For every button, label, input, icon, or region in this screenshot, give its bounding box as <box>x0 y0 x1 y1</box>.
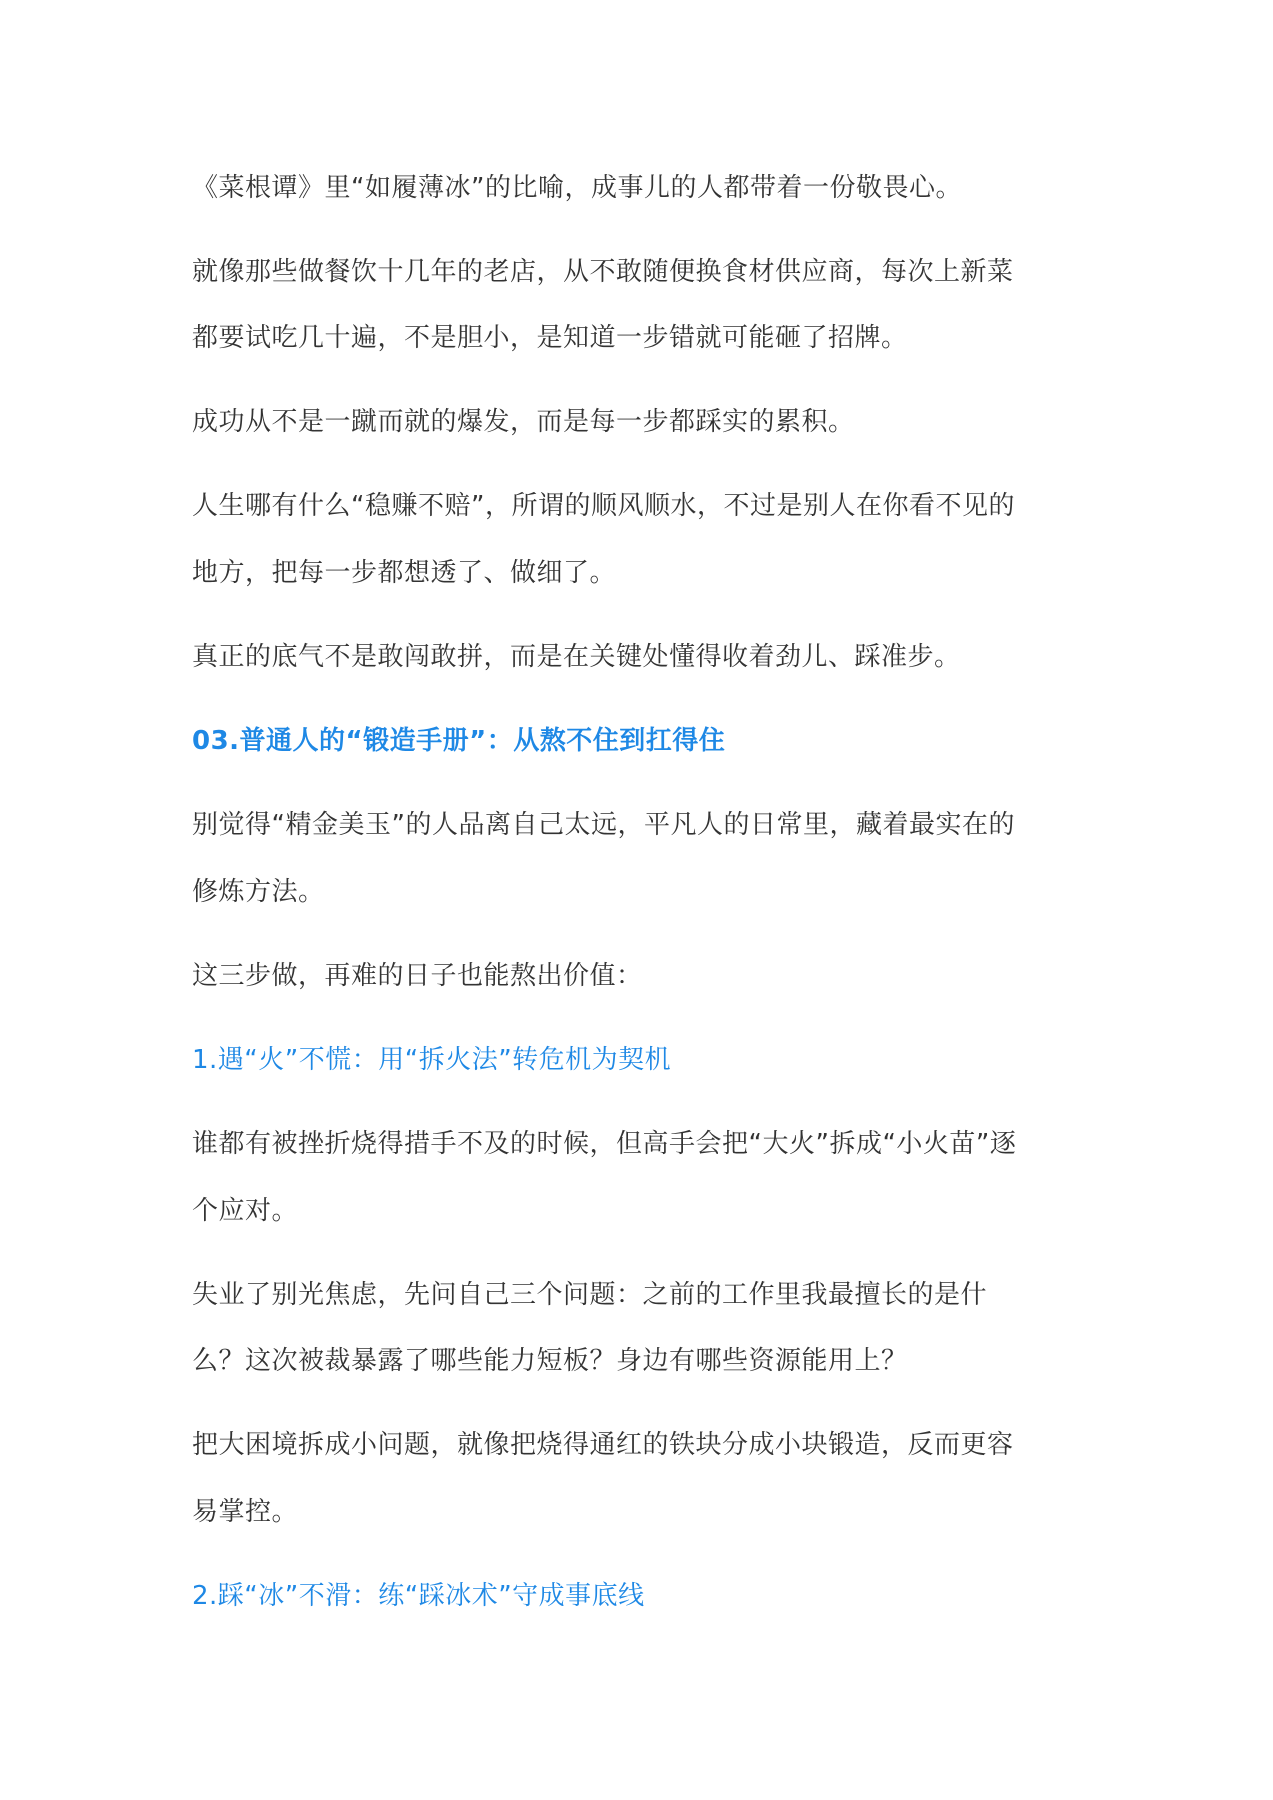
paragraph-line: 个应对。 <box>192 1196 299 1226</box>
paragraph-line: 都要试吃几十遍，不是胆小，是知道一步错就可能砸了招牌。 <box>192 323 908 353</box>
paragraph-line: 就像那些做餐饮十几年的老店，从不敢随便换食材供应商，每次上新菜 <box>192 257 1014 287</box>
section-heading: 03.普通人的“锻造手册”：从熬不住到扛得住 <box>192 726 726 756</box>
paragraph-line: 别觉得“精金美玉”的人品离自己太远，平凡人的日常里，藏着最实在的 <box>192 810 1015 840</box>
paragraph-line: 人生哪有什么“稳赚不赔”，所谓的顺风顺水，不过是别人在你看不见的 <box>192 491 1015 521</box>
paragraph-line: 失业了别光焦虑，先问自己三个问题：之前的工作里我最擅长的是什 <box>192 1280 988 1310</box>
paragraph-line: 地方，把每一步都想透了、做细了。 <box>192 558 617 588</box>
paragraph-line: 修炼方法。 <box>192 877 325 907</box>
paragraph-line: 这三步做，再难的日子也能熬出价值： <box>192 961 643 991</box>
subheading: 1.遇“火”不慌：用“拆火法”转危机为契机 <box>192 1045 672 1075</box>
paragraph-line: 么？这次被裁暴露了哪些能力短板？身边有哪些资源能用上？ <box>192 1346 908 1376</box>
paragraph-line: 把大困境拆成小问题，就像把烧得通红的铁块分成小块锻造，反而更容 <box>192 1430 1014 1460</box>
subheading: 2.踩“冰”不滑：练“踩冰术”守成事底线 <box>192 1581 645 1611</box>
paragraph-line: 成功从不是一蹴而就的爆发，而是每一步都踩实的累积。 <box>192 407 855 437</box>
paragraph-line: 谁都有被挫折烧得措手不及的时候，但高手会把“大火”拆成“小火苗”逐 <box>192 1129 1017 1159</box>
paragraph-line: 易掌控。 <box>192 1497 299 1527</box>
paragraph-line: 《菜根谭》里“如履薄冰”的比喻，成事儿的人都带着一份敬畏心。 <box>192 173 962 203</box>
paragraph-line: 真正的底气不是敢闯敢拼，而是在关键处懂得收着劲儿、踩准步。 <box>192 642 961 672</box>
